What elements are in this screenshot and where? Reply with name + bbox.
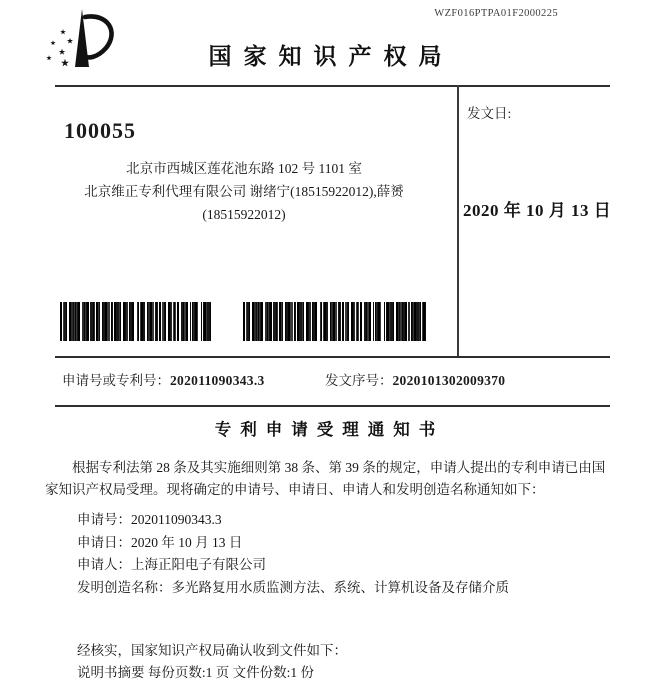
divider-bottom	[55, 405, 610, 407]
application-number-value: 202011090343.3	[170, 373, 265, 388]
item-value: 202011090343.3	[131, 512, 222, 527]
item-value: 2020 年 10 月 13 日	[131, 534, 243, 550]
divider-middle	[55, 356, 610, 358]
barcode-icon	[243, 302, 426, 341]
notice-body	[45, 457, 611, 682]
item-applicant	[77, 554, 611, 577]
dispatch-date-label: 发文日:	[467, 106, 512, 121]
divider-vertical	[457, 85, 459, 357]
agency-title: 国家知识产权局	[208, 44, 454, 69]
address-line-1: 北京市西城区莲花池东路 102 号 1101 室	[126, 161, 362, 176]
serial-number-label: 发文序号：	[325, 373, 393, 388]
document-code: WZF016PTPA01F2000225	[434, 8, 558, 19]
barcode-icon	[60, 302, 213, 341]
item-label: 申请号：	[77, 512, 131, 527]
item-invention-title	[77, 577, 611, 600]
postal-code: 100055	[64, 118, 136, 143]
item-label: 发明创造名称：	[77, 579, 172, 595]
dispatch-date-value: 2020 年 10 月 13 日	[463, 201, 612, 220]
serial-number-value: 2020101302009370	[392, 373, 506, 388]
divider-top	[55, 85, 610, 87]
application-number-field	[62, 369, 265, 389]
received-files-line: 说明书摘要 每份页数:1 页 文件份数:1 份	[77, 665, 315, 680]
notice-items	[45, 509, 611, 599]
serial-number-field	[325, 369, 505, 389]
item-label: 申请日：	[77, 534, 131, 550]
application-number-label: 申请号或专利号：	[62, 373, 170, 388]
item-label: 申请人：	[77, 557, 131, 572]
item-application-number	[77, 509, 611, 532]
recipient-address-block	[55, 157, 433, 226]
address-line-3: (18515922012)	[202, 207, 286, 222]
item-value: 多光路复用水质监测方法、系统、计算机设备及存储介质	[171, 579, 509, 595]
address-line-2: 北京维正专利代理有限公司 谢绪宁(18515922012),薛赟	[84, 184, 404, 199]
confirmation-line: 经核实，国家知识产权局确认收到文件如下：	[77, 643, 347, 658]
item-application-date	[77, 532, 611, 555]
item-value: 上海正阳电子有限公司	[131, 557, 266, 572]
notice-paragraph: 根据专利法第 28 条及其实施细则第 38 条、第 39 条的规定，申请人提出的专利申请已由国家知识产权局受理。现将确定的申请号、申请日、申请人和发明创造名称通知如下：	[45, 460, 606, 497]
notice-title: 专利申请受理通知书	[214, 420, 445, 439]
